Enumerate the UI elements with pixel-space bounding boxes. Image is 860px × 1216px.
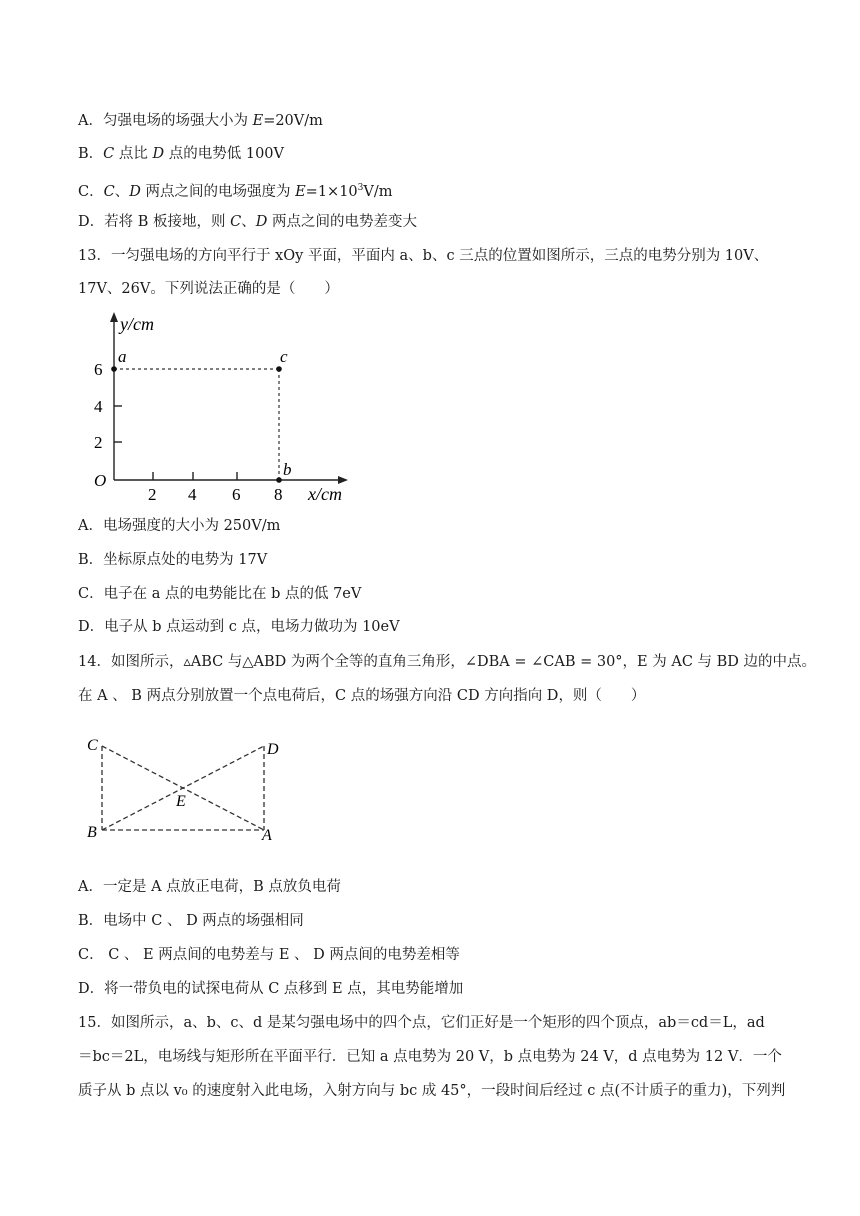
label-a: A bbox=[262, 827, 272, 844]
label-c: C bbox=[87, 737, 98, 754]
q14-option-a: A．一定是 A 点放正电荷，B 点放负电荷 bbox=[78, 879, 341, 895]
x-axis-arrow bbox=[338, 476, 348, 484]
x-axis-label: x/cm bbox=[308, 484, 342, 504]
q14-option-c: C． C 、 E 两点间的电势差与 E 、 D 两点间的电势差相等 bbox=[78, 947, 460, 963]
q13-option-b: B．坐标原点处的电势为 17V bbox=[78, 552, 268, 568]
q15-stem-line3: 质子从 b 点以 v₀ 的速度射入此电场，入射方向与 bc 成 45°，一段时间后经过 c 点(不计质子的重力)，下列判 bbox=[78, 1083, 786, 1099]
x-tick-label-4: 4 bbox=[188, 485, 197, 504]
point-b-label: b bbox=[283, 460, 292, 479]
y-axis-arrow bbox=[110, 312, 118, 322]
y-axis-label: y/cm bbox=[120, 314, 154, 334]
y-tick-label-6: 6 bbox=[94, 360, 103, 379]
y-tick-label-2: 2 bbox=[94, 433, 103, 452]
label-e: E bbox=[176, 793, 186, 810]
point-b bbox=[276, 477, 282, 483]
q13-option-d: D．电子从 b 点运动到 c 点，电场力做功为 10eV bbox=[78, 619, 400, 635]
q12-option-c: C．C、D 两点之间的电场强度为 $E=1\times 10^3V/m$ bbox=[78, 183, 393, 200]
point-c-label: c bbox=[280, 347, 288, 366]
q13-option-a: A．电场强度的大小为 250V/m bbox=[78, 518, 281, 534]
q14-option-d: D．将一带负电的试探电荷从 C 点移到 E 点，其电势能增加 bbox=[78, 981, 464, 997]
origin-label: O bbox=[94, 471, 107, 490]
label-b: B bbox=[87, 824, 97, 841]
point-a-label: a bbox=[118, 347, 127, 366]
q12-option-a: A．匀强电场的场强大小为 E=20V/m bbox=[78, 113, 323, 129]
q13-stem-line2: 17V、26V。下列说法正确的是（ ） bbox=[78, 281, 339, 297]
q14-figure bbox=[84, 730, 294, 845]
q13-option-c: C．电子在 a 点的电势能比在 b 点的低 7eV bbox=[78, 586, 362, 602]
q15-stem-line1: 15．如图所示，a、b、c、d 是某匀强电场中的四个点，它们正好是一个矩形的四个顶点，ab＝cd＝L，ad bbox=[78, 1015, 765, 1031]
q15-stem-line2: ＝bc＝2L，电场线与矩形所在平面平行．已知 a 点电势为 20 V，b 点电势为 24 V，d 点电势为 12 V．一个 bbox=[78, 1049, 782, 1065]
q12-option-b: B．C 点比 D 点的电势低 100V bbox=[78, 146, 284, 162]
point-a bbox=[111, 366, 117, 372]
point-c bbox=[276, 366, 282, 372]
q13-stem-line1: 13．一匀强电场的方向平行于 xOy 平面，平面内 a、b、c 三点的位置如图所示，三点的电势分别为 10V、 bbox=[78, 248, 769, 264]
x-tick-label-2: 2 bbox=[148, 485, 157, 504]
x-tick-label-6: 6 bbox=[232, 485, 241, 504]
label-d: D bbox=[267, 741, 279, 758]
x-tick-label-8: 8 bbox=[274, 485, 283, 504]
q14-stem-line1: 14．如图所示，▵ABC 与△ABD 为两个全等的直角三角形，∠DBA = ∠CAB = 30°，E 为 AC 与 BD 边的中点。 bbox=[78, 654, 817, 670]
q14-option-b: B．电场中 C 、 D 两点的场强相同 bbox=[78, 913, 304, 929]
q13-figure bbox=[86, 308, 366, 508]
y-tick-label-4: 4 bbox=[94, 397, 103, 416]
q12-option-d: D．若将 B 板接地，则 C、D 两点之间的电势差变大 bbox=[78, 214, 417, 230]
q14-stem-line2: 在 A 、 B 两点分别放置一个点电荷后，C 点的场强方向沿 CD 方向指向 D，则（ ） bbox=[78, 688, 646, 704]
